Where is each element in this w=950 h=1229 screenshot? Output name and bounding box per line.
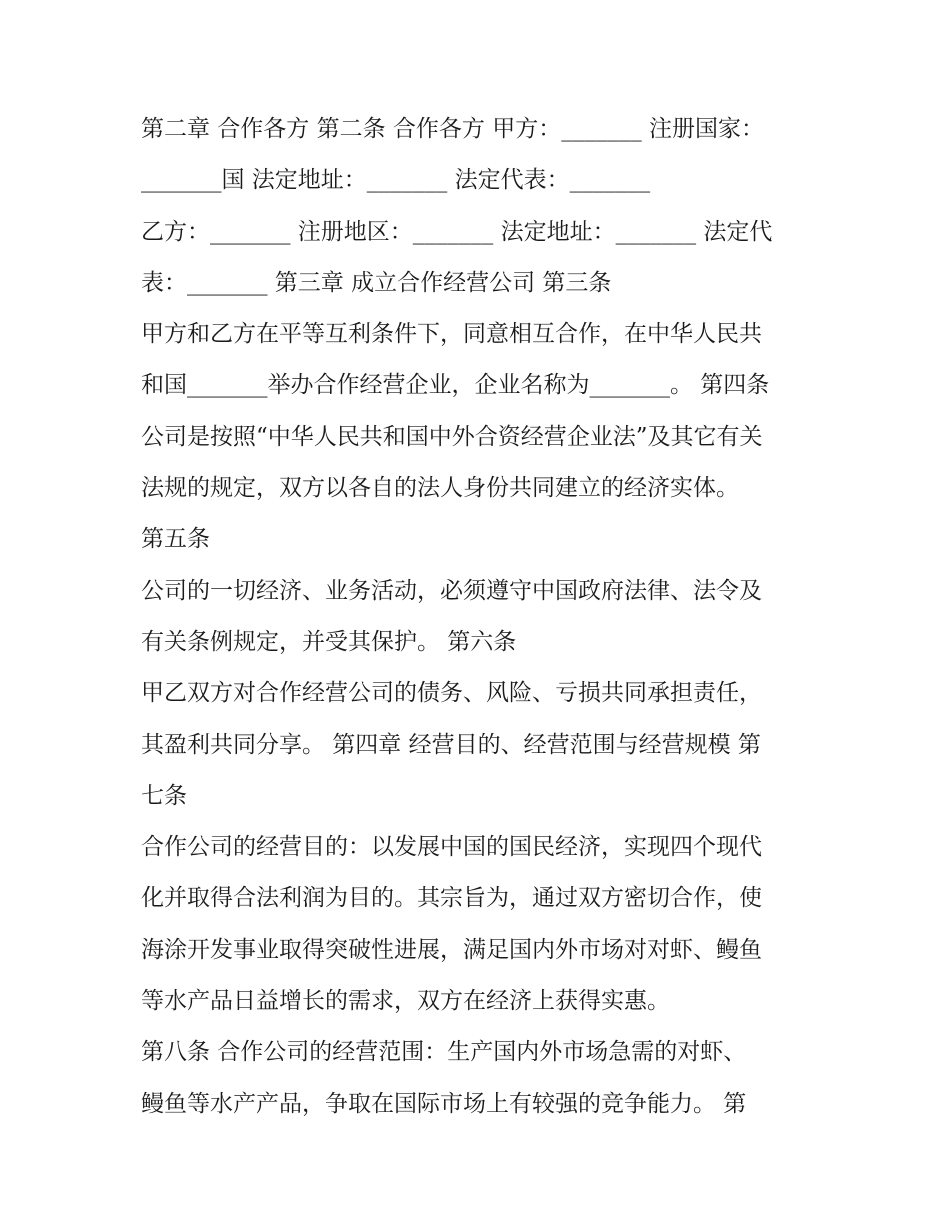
text-line: 化并取得合法利润为目的。其宗旨为，通过双方密切合作，使 <box>141 885 762 912</box>
text-line: _______国 法定地址：_______ 法定代表：_______ <box>141 167 651 194</box>
text-line: 有关条例规定，并受其保护。 第六条 <box>141 628 517 655</box>
text-line: 合作公司的经营目的：以发展中国的国民经济，实现四个现代 <box>141 834 762 861</box>
text-line: 法规的规定，双方以各自的法人身份共同建立的经济实体。 <box>141 475 739 502</box>
text-line: 公司是按照“中华人民共和国中外合资经营企业法”及其它有关 <box>141 423 763 450</box>
text-line: 第二章 合作各方 第二条 合作各方 甲方：_______ 注册国家： <box>141 116 765 142</box>
document-body <box>141 104 821 1130</box>
text-line: 表：_______ 第三章 成立合作经营公司 第三条 <box>141 269 612 296</box>
text-line: 第八条 合作公司的经营范围：生产国内外市场急需的对虾、 <box>141 1039 747 1066</box>
text-line: 等水产品日益增长的需求，双方在经济上获得实惠。 <box>141 988 670 1015</box>
text-line: 公司的一切经济、业务活动，必须遵守中国政府法律、法令及 <box>141 577 762 604</box>
text-line: 鳗鱼等水产产品，争取在国际市场上有较强的竞争能力。 第 <box>141 1090 747 1117</box>
text-line: 其盈利共同分享。 第四章 经营目的、经营范围与经营规模 第 <box>141 731 761 758</box>
text-line: 甲乙双方对合作经营公司的债务、风险、亏损共同承担责任， <box>141 680 762 707</box>
text-line: 第五条 <box>141 526 210 553</box>
text-line: 七条 <box>141 782 187 809</box>
text-line: 海涂开发事业取得突破性进展，满足国内外市场对对虾、鳗鱼 <box>141 936 762 963</box>
text-line: 乙方：_______ 注册地区：_______ 法定地址：_______ 法定代 <box>141 218 773 245</box>
text-line: 甲方和乙方在平等互利条件下，同意相互合作，在中华人民共 <box>141 321 762 348</box>
text-line: 和国_______举办合作经营企业，企业名称为_______。 第四条 <box>141 372 770 399</box>
